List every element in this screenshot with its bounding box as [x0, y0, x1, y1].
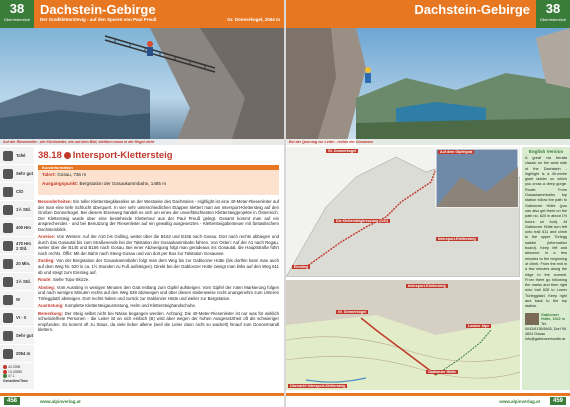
section-title — [38, 150, 173, 161]
website-link[interactable]: www.alpinverlag.at — [499, 399, 540, 404]
topo-label-start: Einstieg — [294, 265, 308, 269]
legend-dot-icon — [3, 374, 7, 378]
topo-label-ridge: Auf dem Gipfelgrat — [440, 150, 473, 154]
traverse-photo-image — [286, 28, 570, 145]
right-header — [286, 0, 570, 28]
kurzinfo-box — [38, 165, 279, 195]
page-title: Dachstein-Gebirge — [40, 2, 156, 17]
descent-icon — [3, 259, 13, 269]
exposure-icon — [3, 169, 13, 179]
paragraph: Anreise: Von Westen: Auf der A10 bis Golling, weiter über die B162 und B166 nach Gosau. Dort nach rechts abbiegen und durch das Gosautal bis zum Straßenende bei der Talstation der Gosaukammbahn fahren. Von Osten: Auf der A1 nach Regau, weiter über die B145 und B166 nach Gosau. Bei einer Abzweigung folgt man geradeaus ins Gosautal, die Hauptstraße führt nach rechts. Öffis: Mit der Bahn nach Steeg-Gosau und von dort per Bus zur Talstation Gosausee. — [38, 234, 279, 256]
overview-map — [286, 280, 520, 390]
difficulty-icon — [3, 151, 13, 161]
peak-info: Gr. Donnerkogel, 2054 m — [227, 17, 280, 22]
traverse-photo — [286, 28, 570, 145]
topo-label-route: Intersport-Klettersteig — [438, 237, 476, 241]
difficulty-dot-icon — [64, 152, 71, 159]
paragraph: Besonderheiten: Ein toller Klettersteigklassiker an der Westseite des Dachsteins - Highlight ist eine 40-Meter-Riesenleiter auf der man eine tiefe Schlucht überquert. In vier sehr unterschiedlichen Etappen klettert man am Intersport-Klettersteig auf den Großen Donnerkogel. Bei diesem Eisenweg handelt es sich um eines der unverfälschtesten Klettersteigprojekte in Österreich. Der Klettersteig wurde über eine bestehende Klettertour aus der Paul Preuß gelegt. Gesamt kommt man auf ein ansprechendes - und bei Benutzung der Riesenleiter auf ein gewaltig ausgesetztes - Klettersteigabenteuer mit fantastischem Dachsteinblick. — [38, 199, 279, 232]
tour-number: 38 — [545, 1, 561, 16]
section-name: Intersport-Klettersteig — [72, 150, 173, 161]
hut-email[interactable]: info@gablonzerhuette.at — [525, 336, 566, 341]
photo-caption: Auf der Riesenleiter - die Kürbisleiter, wie auf dem Bild, kletttern muss in der Regel nicht — [0, 139, 284, 145]
sidebar-item: Sehr gut — [0, 327, 34, 345]
hut-icon — [3, 331, 13, 341]
sidebar-item: 1½ Std. — [0, 273, 34, 291]
left-header — [0, 0, 284, 28]
paragraph: Zustieg: Von der Bergstation der Gosaukammbahn folgt man dem Weg bis zur Gablonzer Hütte (bis dorthin kann man auch auf dem Weg Nr. 620 in ca. 1½ Stunden zu Fuß aufsteigen). Direkt bei der Gablonzer Hütte zweigt man links auf den Weg 611 ab und steigt zum Einstieg auf. — [38, 258, 279, 275]
sidebar-item: W — [0, 291, 34, 309]
sidebar-item: 400 Hm — [0, 219, 34, 237]
english-heading: English Version — [528, 149, 564, 154]
hut-name: Gablonzer Hütte, 1522 m — [541, 312, 565, 322]
ladder-photo-image — [0, 28, 284, 145]
section-number: 38.18 — [38, 150, 62, 161]
left-page — [0, 0, 284, 407]
sidebar-item: 20 Min. — [0, 255, 34, 273]
gps-legend: 43.0398 13.43950 47.1 Gehzeiten/Time — [0, 363, 34, 385]
season-icon — [3, 313, 13, 323]
paragraph: Route: Siehe Topo-Skizze. — [38, 277, 90, 283]
page-number: 459 — [550, 397, 566, 405]
sidebar-item: Tafel — [0, 147, 34, 165]
english-text: A great via ferrata classic on the west side of the Dachstein - highlight is a 40-metre giant ladder on which you cross a deep gorge. Route: From Gosaukammbahn top station follow the path to Gablonzer Hütte (you can also get there on the path no. 620 in about 1½ hours on foot). At Gablonzer Hütte turn left onto trail 611 and climb to the upper Türlegg saddle (information board). Keep left and descend in a few minutes to the beginning of climb. From the exit in a few minutes along the ridge to the summit. From there go following the marks and then right onto trail 628 to Lower Türlegglatzl. Keep right and back to the top station. — [525, 156, 568, 309]
map-caption: Übersicht Intersport-Klettersteig — [290, 384, 346, 388]
sidebar-item: 470 Hm 2 Std. — [0, 237, 34, 255]
length-icon — [3, 241, 13, 251]
english-version-box — [522, 147, 570, 390]
paragraph: Bemerkung: Der Steig selbst nicht bei Nässe begangen werden. Achtung: Die 40-Meter-Riesenleiter ist nur was für wirklich schwindelfreie Personen - die Leiter ist an sich einfach (B) wird aber wegen der hohen Ausgesetztheit oft als schwieriger empfunden. Es kommt oft zu Staus, da viele lieber alleine (weil die Leiter dann nicht so wackelt) hinauf zum Donnermandl klettern. — [38, 310, 279, 333]
website-link[interactable]: www.alpinverlag.at — [40, 399, 81, 404]
legend-dot-icon — [3, 370, 7, 374]
tour-number-box — [536, 0, 570, 28]
hut-photo — [525, 313, 539, 325]
map-label-hut: Gablonzer Hütte — [428, 370, 456, 374]
ascent-icon — [3, 223, 13, 233]
map-label-route: Intersport-Klettersteig — [408, 284, 446, 288]
duration-icon — [3, 277, 13, 287]
page-number: 458 — [4, 397, 20, 405]
paragraph: Ausrüstung: Komplette Klettersteigausrüstung, Helm und Klettersteighandschuhe. — [38, 303, 197, 309]
elevation-icon — [3, 349, 13, 359]
page-title: Dachstein-Gebirge — [414, 2, 530, 17]
hut-contact: Tel. 0043/6136/8465, Dorf 99, 4824 Gosau — [525, 322, 567, 336]
topo-label-crossing: Die Klettersteigkreuzung (C/D) — [336, 219, 388, 223]
sidebar-item: VI - X — [0, 309, 34, 327]
photo-caption: Bei der Querung zur Leiter - rechts der Gosausee — [286, 139, 570, 145]
ausgangspunkt-row: Ausgangspunkt: Bergstation der Gosaukammbahn, 1485 m — [42, 180, 167, 186]
sidebar-item: Sehr gut — [0, 165, 34, 183]
topo-drawing — [286, 147, 520, 277]
right-page — [286, 0, 570, 407]
hut-info — [525, 313, 567, 342]
map-drawing — [286, 280, 520, 390]
sidebar-item: C/D — [0, 183, 34, 201]
topo-sketch — [286, 147, 520, 277]
rating-icon — [3, 187, 13, 197]
sidebar-item: 1½ Std. — [0, 201, 34, 219]
legend-title: Gehzeiten/Time — [3, 378, 28, 383]
page-subtitle: Der Gradkletterstevig - auf den Spuren von Paul Preuß — [40, 17, 157, 22]
info-sidebar — [0, 147, 34, 389]
tour-number: 38 — [9, 1, 25, 16]
tour-number-box — [0, 0, 34, 28]
description-text — [38, 199, 279, 335]
map-label-alpe: Lawner Alpe — [468, 324, 490, 328]
region-label: Oberösterreich — [539, 17, 567, 22]
orientation-icon — [3, 295, 13, 305]
ladder-photo — [0, 28, 284, 145]
right-footer — [286, 393, 570, 407]
region-label: Oberösterreich — [3, 17, 31, 22]
map-label-peak: Gr. Donnerkogel — [338, 310, 366, 314]
talort-row: Talort: Gosau, 736 m — [42, 172, 87, 177]
paragraph: Abstieg: Vom Ausstieg in wenigen Minuten den Grat entlang zum Gipfel aufsteigen. Vom Gipfel der roten Markierung folgen und nach wenigen Minuten rechts auf den Weg 628 abzweigen und über diesen steilenweise recht unangenehm zum Unteren Türlegglatzl absteigen. Dort rechts halten und zurück zur Gablonzer Hütte und weiter zur Bergstation. — [38, 284, 279, 301]
time-icon — [3, 205, 13, 215]
left-footer — [0, 393, 284, 407]
topo-label-peak: Gr. Donnerkogel — [328, 149, 356, 153]
legend-dot-icon — [3, 365, 7, 369]
sidebar-item: 2054 m — [0, 345, 34, 363]
kurzinfo-heading: Kurzinformation — [42, 165, 73, 170]
